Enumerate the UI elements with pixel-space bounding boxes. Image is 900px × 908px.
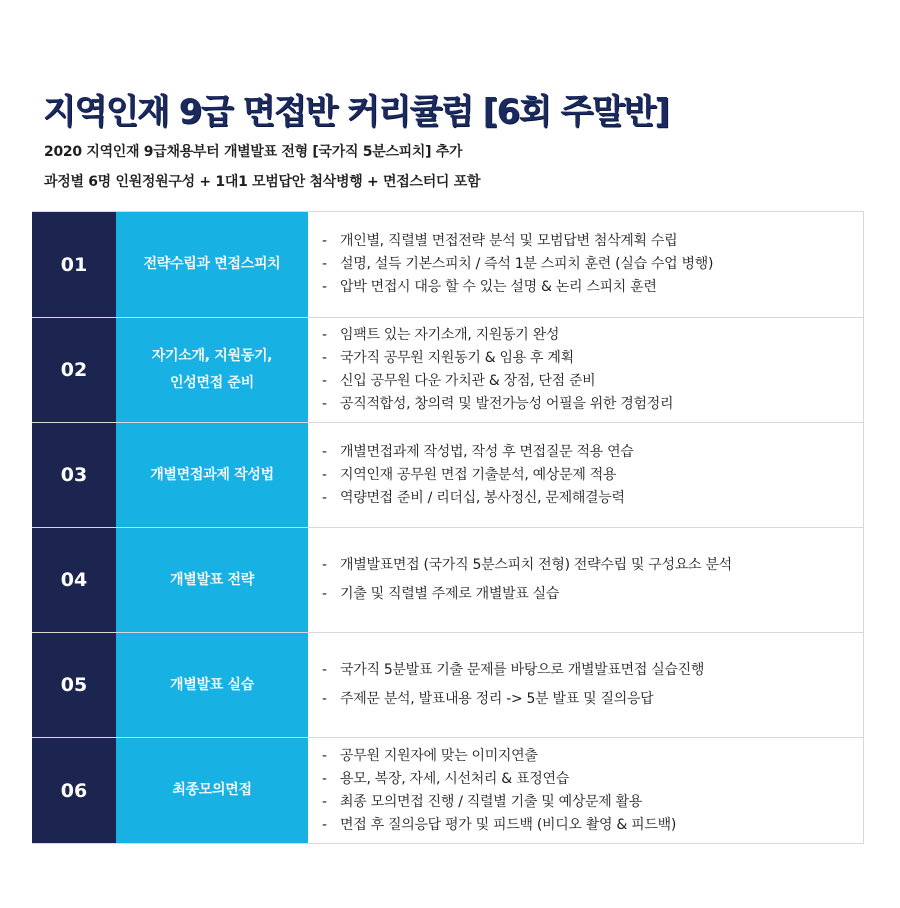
curriculum-row [32, 318, 864, 423]
content-item: - 설명, 설득 기본스피치 / 즉석 1분 스피치 훈련 (실습 수업 병행) [322, 256, 714, 272]
content-item: - 용모, 복장, 자세, 시선처리 & 표정연습 [322, 770, 569, 787]
content-item: - 지역인재 공무원 면접 기출분석, 예상문제 적용 [322, 466, 617, 483]
content-item: - 주제문 분석, 발표내용 정리 -> 5분 발표 및 질의응답 [322, 691, 654, 707]
session-content [308, 633, 864, 737]
session-category [116, 212, 308, 317]
content-item: - 공직적합성, 창의력 및 발전가능성 어필을 위한 경험정리 [322, 396, 674, 412]
content-item: - 신입 공무원 다운 가치관 & 장점, 단점 준비 [322, 373, 596, 389]
session-number: 05 [32, 633, 116, 737]
session-content [308, 423, 864, 527]
content-item: - 최종 모의면접 진행 / 직렬별 기출 및 예상문제 활용 [322, 793, 643, 810]
session-number: 02 [32, 318, 116, 422]
content-item: - 개별면접과제 작성법, 작성 후 면접질문 적용 연습 [322, 443, 634, 460]
category-line: 최종모의면접 [172, 782, 252, 798]
session-category [116, 738, 308, 843]
session-category [116, 318, 308, 422]
session-number: 06 [32, 738, 116, 843]
session-content [308, 212, 864, 317]
session-number: 01 [32, 212, 116, 317]
session-content [308, 318, 864, 422]
session-number: 04 [32, 528, 116, 632]
content-item: - 역량면접 준비 / 리더십, 봉사정신, 문제해결능력 [322, 489, 625, 506]
content-item: - 공무원 지원자에 맞는 이미지연출 [322, 747, 538, 764]
subtitle-line-1: 2020 지역인재 9급채용부터 개별발표 전형 [국가직 5분스피치] 추가 [44, 144, 463, 160]
content-item: - 압박 면접시 대응 할 수 있는 설명 & 논리 스피치 훈련 [322, 279, 657, 295]
content-item: - 개별발표면접 (국가직 5분스피치 전형) 전략수립 및 구성요소 분석 [322, 557, 732, 573]
session-number: 03 [32, 423, 116, 527]
session-content [308, 528, 864, 632]
session-category [116, 633, 308, 737]
session-category [116, 528, 308, 632]
curriculum-table [32, 211, 864, 844]
category-line: 개별발표 실습 [170, 676, 254, 693]
curriculum-row [32, 528, 864, 633]
session-category [116, 423, 308, 527]
category-line: 개별면접과제 작성법 [150, 466, 274, 483]
curriculum-row [32, 633, 864, 738]
content-item: - 임팩트 있는 자기소개, 지원동기 완성 [322, 327, 560, 343]
category-line: 인성면접 준비 [170, 375, 254, 391]
content-item: - 면접 후 질의응답 평가 및 피드백 (비디오 촬영 & 피드백) [322, 816, 676, 833]
category-line: 전략수립과 면접스피치 [143, 256, 281, 272]
category-line: 자기소개, 지원동기, [151, 348, 273, 364]
curriculum-row [32, 738, 864, 844]
content-item: - 기출 및 직렬별 주제로 개별발표 실습 [322, 586, 560, 602]
subtitle-line-2: 과정별 6명 인원정원구성 + 1대1 모범답안 첨삭병행 + 면접스터디 포함 [44, 174, 481, 190]
content-item: - 국가직 공무원 지원동기 & 임용 후 계획 [322, 350, 574, 366]
content-item: - 국가직 5분발표 기출 문제를 바탕으로 개별발표면접 실습진행 [322, 662, 705, 678]
page-title: 지역인재 9급 면접반 커리큘럼 [6회 주말반] [43, 92, 669, 132]
content-item: - 개인별, 직렬별 면접전략 분석 및 모범답변 첨삭계획 수립 [322, 233, 678, 249]
curriculum-row [32, 423, 864, 528]
session-content [308, 738, 864, 843]
curriculum-row [32, 212, 864, 318]
category-line: 개별발표 전략 [170, 571, 254, 588]
